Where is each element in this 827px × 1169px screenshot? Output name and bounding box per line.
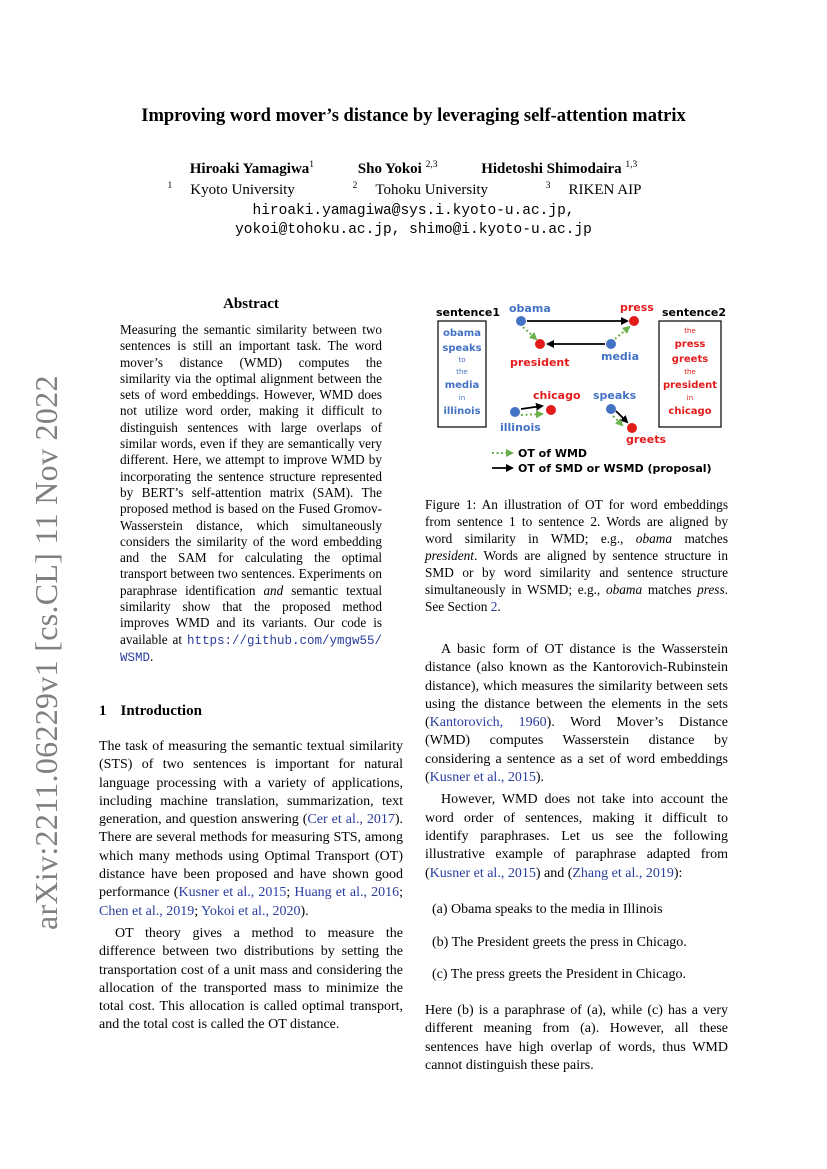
citation-link[interactable]: Cer et al., 2017 [307,812,395,828]
s2-word: chicago [668,406,712,417]
paragraph: Here (b) is a paraphrase of (a), while (c) has a very different meaning from (a). However, all these sentences have high overlap of words, thus WMD cannot distinguish these pairs. [425,1003,728,1073]
s2-word: press [674,339,706,350]
affiliation: $^2$ Tohoku University [352,181,489,198]
node-label-press: press [620,301,654,314]
citation-link[interactable]: Chen et al., 2019 [99,903,195,919]
node-label-greets: greets [626,433,667,446]
code-link[interactable]: https://github.com/ymgw55/WSMD [120,633,382,665]
s2-word: in [686,394,694,402]
affiliation-list [0,181,827,199]
arrow-speaks-greets-wmd [613,416,622,425]
arrow-media-press [615,327,629,339]
author-name: Hidetoshi Shimodaira $^{1,3}$ [481,160,638,177]
s1-word: to [458,356,466,364]
node-label-media: media [601,350,639,363]
node-chicago [546,405,556,415]
node-illinois [510,407,520,417]
citation-link[interactable]: Zhang et al., 2019 [572,865,674,881]
s1-word: the [456,368,468,376]
node-label-president: president [510,356,570,369]
abstract-heading: Abstract [223,296,279,312]
legend-proposal-label: OT of SMD or WSMD (proposal) [518,462,712,475]
arrow-illinois-chicago [521,406,542,409]
intro-column [99,738,403,1035]
node-label-illinois: illinois [500,421,541,434]
citation-link[interactable]: Kusner et al., 2015 [429,770,536,786]
author-name: Sho Yokoi $^{2,3}$ [357,160,438,177]
affiliation: $^3$ RIKEN AIP [545,181,642,198]
arxiv-stamp: arXiv:2211.06229v1 [cs.CL] 11 Nov 2022 [28,375,64,930]
email-line-2: yokoi@tohoku.ac.jp, shimo@i.kyoto-u.ac.jp [235,222,592,238]
node-president [535,339,545,349]
affiliation: $^1$ Kyoto University [167,181,295,198]
figure-caption: Figure 1: An illustration of OT for word embeddings from sentence 1 to sentence 2. Words are aligned by word similarity in WMD; e.g., obama matches president. Words are aligned by sentence structure in SMD or by word similarity and sentence structure simultaneously in WSMD; e.g., obama matches press. See Section 2. [425,497,729,614]
node-speaks [606,404,616,414]
legend-wmd-label: OT of WMD [518,447,588,460]
citation-link[interactable]: Kusner et al., 2015 [429,865,536,881]
node-label-speaks: speaks [593,389,637,402]
paragraph: A basic form of OT distance is the Wasserstein distance (also known as the Kantorovich-Rubinstein distance), which measures the similarity between sets using the distance between the elements in the sets (Kantorovich, 1960). Word Mover’s Distance (WMD) computes Wasserstein distance by considering a sentence as a set of word embeddings (Kusner et al., 2015). [425,642,728,786]
example-item: (b) The President greets the press in Chicago. [432,935,687,950]
right-column [425,641,728,883]
author-list [0,160,827,178]
example-item: (c) The press greets the President in Chicago. [432,967,687,982]
s2-word: the [684,368,696,376]
node-media [606,339,616,349]
example-item: (a) Obama speaks to the media in Illinois [432,902,663,917]
node-label-chicago: chicago [533,389,581,402]
s1-word: in [458,394,466,402]
citation-link[interactable]: Huang et al., 2016 [294,885,400,901]
sentence1-title: sentence1 [436,306,501,319]
s1-word: media [444,380,480,391]
s1-word: speaks [442,343,482,354]
abstract-text: Measuring the semantic similarity between two sentences is still an important task. The word mover’s distance (WMD) computes the similarity via the optimal alignment between the sets of word embeddings. However, WMD does not utilize word order, making it difficult to distinguish sentences with large overlaps of similar words, even if they are semantically very different. Here, we attempt to improve WMD by incorporating the sentence structure represented by BERT’s self-attention matrix (SAM). The proposed method is based on the Fused Gromov-Wasserstein distance, which simultaneously considers the similarity of the word embedding and the SAM for calculating the optimal transport between two sentences. Experiments on paraphrase identification and semantic textual similarity show that the proposed method improves WMD and its variants. Our code is available at https://github.com/ymgw55/WSMD. [120,322,382,665]
sentence2-title: sentence2 [662,306,727,319]
author-name: Hiroaki Yamagiwa$^1$ [189,160,315,177]
s1-word: obama [443,328,481,339]
paragraph: However, WMD does not take into account the word order of sentences, making it difficult to identify paraphrases. Let us see the following illustrative example of paraphrase adapted from (Kusner et al., 2015) and (Zhang et al., 2019): [425,792,728,881]
paragraph: OT theory gives a method to measure the difference between two distributions by setting the transportation cost of a unit mass and considering the allocation of the transported mass to minimize the total cost. This allocation is called optimal transport, and the total cost is called the OT distance. [99,925,403,1033]
section-link[interactable]: 2 [490,599,498,614]
paper-title: Improving word mover’s distance by leveraging self-attention matrix [141,106,686,126]
s2-word: president [662,380,718,391]
node-obama [516,316,526,326]
figure-ot-illustration [430,298,730,480]
node-label-obama: obama [509,302,551,315]
node-press [629,316,639,326]
citation-link[interactable]: Yokoi et al., 2020 [201,903,301,919]
paragraph: The task of measuring the semantic textual similarity (STS) of two sentences is important for natural language processing with a variety of applications, including machine translation, summarization, text generation, and question answering (Cer et al., 2017). There are several methods for measuring STS, among which many methods using Optimal Transport (OT) distance have been proposed and have shown good performance (Kusner et al., 2015; Huang et al., 2016; Chen et al., 2019; Yokoi et al., 2020). [99,739,403,919]
arrow-illinois-chicago-wmd [521,414,542,415]
citation-link[interactable]: Kusner et al., 2015 [178,885,287,901]
citation-link[interactable]: Kantorovich, 1960 [429,715,547,731]
s1-word: illinois [443,406,481,417]
s2-word: greets [671,354,709,365]
node-greets [627,423,637,433]
section-heading: 1 Introduction [99,703,202,719]
arrow-obama-president [523,327,536,339]
email-line-1: hiroaki.yamagiwa@sys.i.kyoto-u.ac.jp, [252,203,575,219]
s2-word: the [684,327,696,335]
